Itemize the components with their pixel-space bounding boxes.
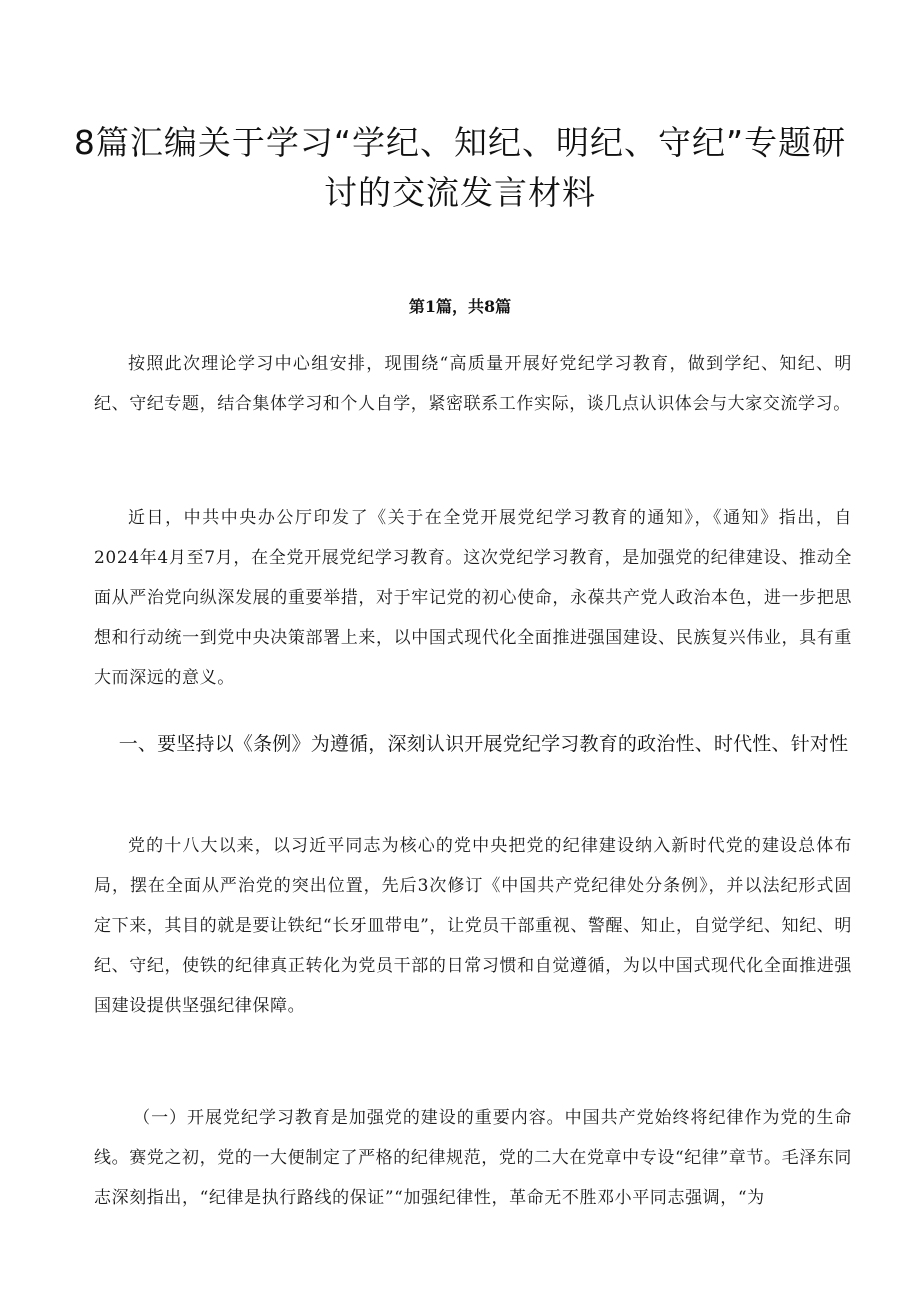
part-indicator: 第1篇，共8篇 [408,297,512,316]
section-1-body-paragraph: 党的十八大以来，以习近平同志为核心的党中央把党的纪律建设纳入新时代党的建设总体布局，摆在全面从严治党的突出位置，先后3次修订《中国共产党纪律处分条例》，并以法纪形式固定下来，其目的就是要让铁纪“长牙皿带电”，让党员干部重视、警醒、知止，自觉学纪、知纪、明纪、守纪，使铁的纪律真正转化为党员干部的日常习惯和自觉遵循，为以中国式现代化全面推进强国建设提供坚强纪律保障。 [94,836,852,1016]
background-paragraph: 近日，中共中央办公厅印发了《关于在全党开展党纪学习教育的通知》，《通知》指出，自2024年4月至7月，在全党开展党纪学习教育。这次党纪学习教育，是加强党的纪律建设、推动全面从严治党向纵深发展的重要举措，对于牢记党的初心使命，永葆共产党人政治本色，进一步把思想和行动统一到党中央决策部署上来，以中国式现代化全面推进强国建设、民族复兴伟业，具有重大而深远的意义。 [94,508,852,688]
subsection-1-paragraph: （一）开展党纪学习教育是加强党的建设的重要内容。中国共产党始终将纪律作为党的生命线。赛党之初，党的一大便制定了严格的纪律规范，党的二大在党章中专设“纪律”章节。毛泽东同志深刻指出，“纪律是执行路线的保证”“加强纪律性，革命无不胜邓小平同志强调，“为 [94,1108,852,1208]
intro-paragraph: 按照此次理论学习中心组安排，现围绕“高质量开展好党纪学习教育，做到学纪、知纪、明纪、守纪专题，结合集体学习和个人自学，紧密联系工作实际，谈几点认识体会与大家交流学习。 [94,354,852,414]
section-1-heading: 一、要坚持以《条例》为遵循，深刻认识开展党纪学习教育的政治性、时代性、针对性 [118,733,849,755]
document-title: 8篇汇编关于学习“学纪、知纪、明纪、守纪”专题研讨的交流发言材料 [73,123,847,212]
